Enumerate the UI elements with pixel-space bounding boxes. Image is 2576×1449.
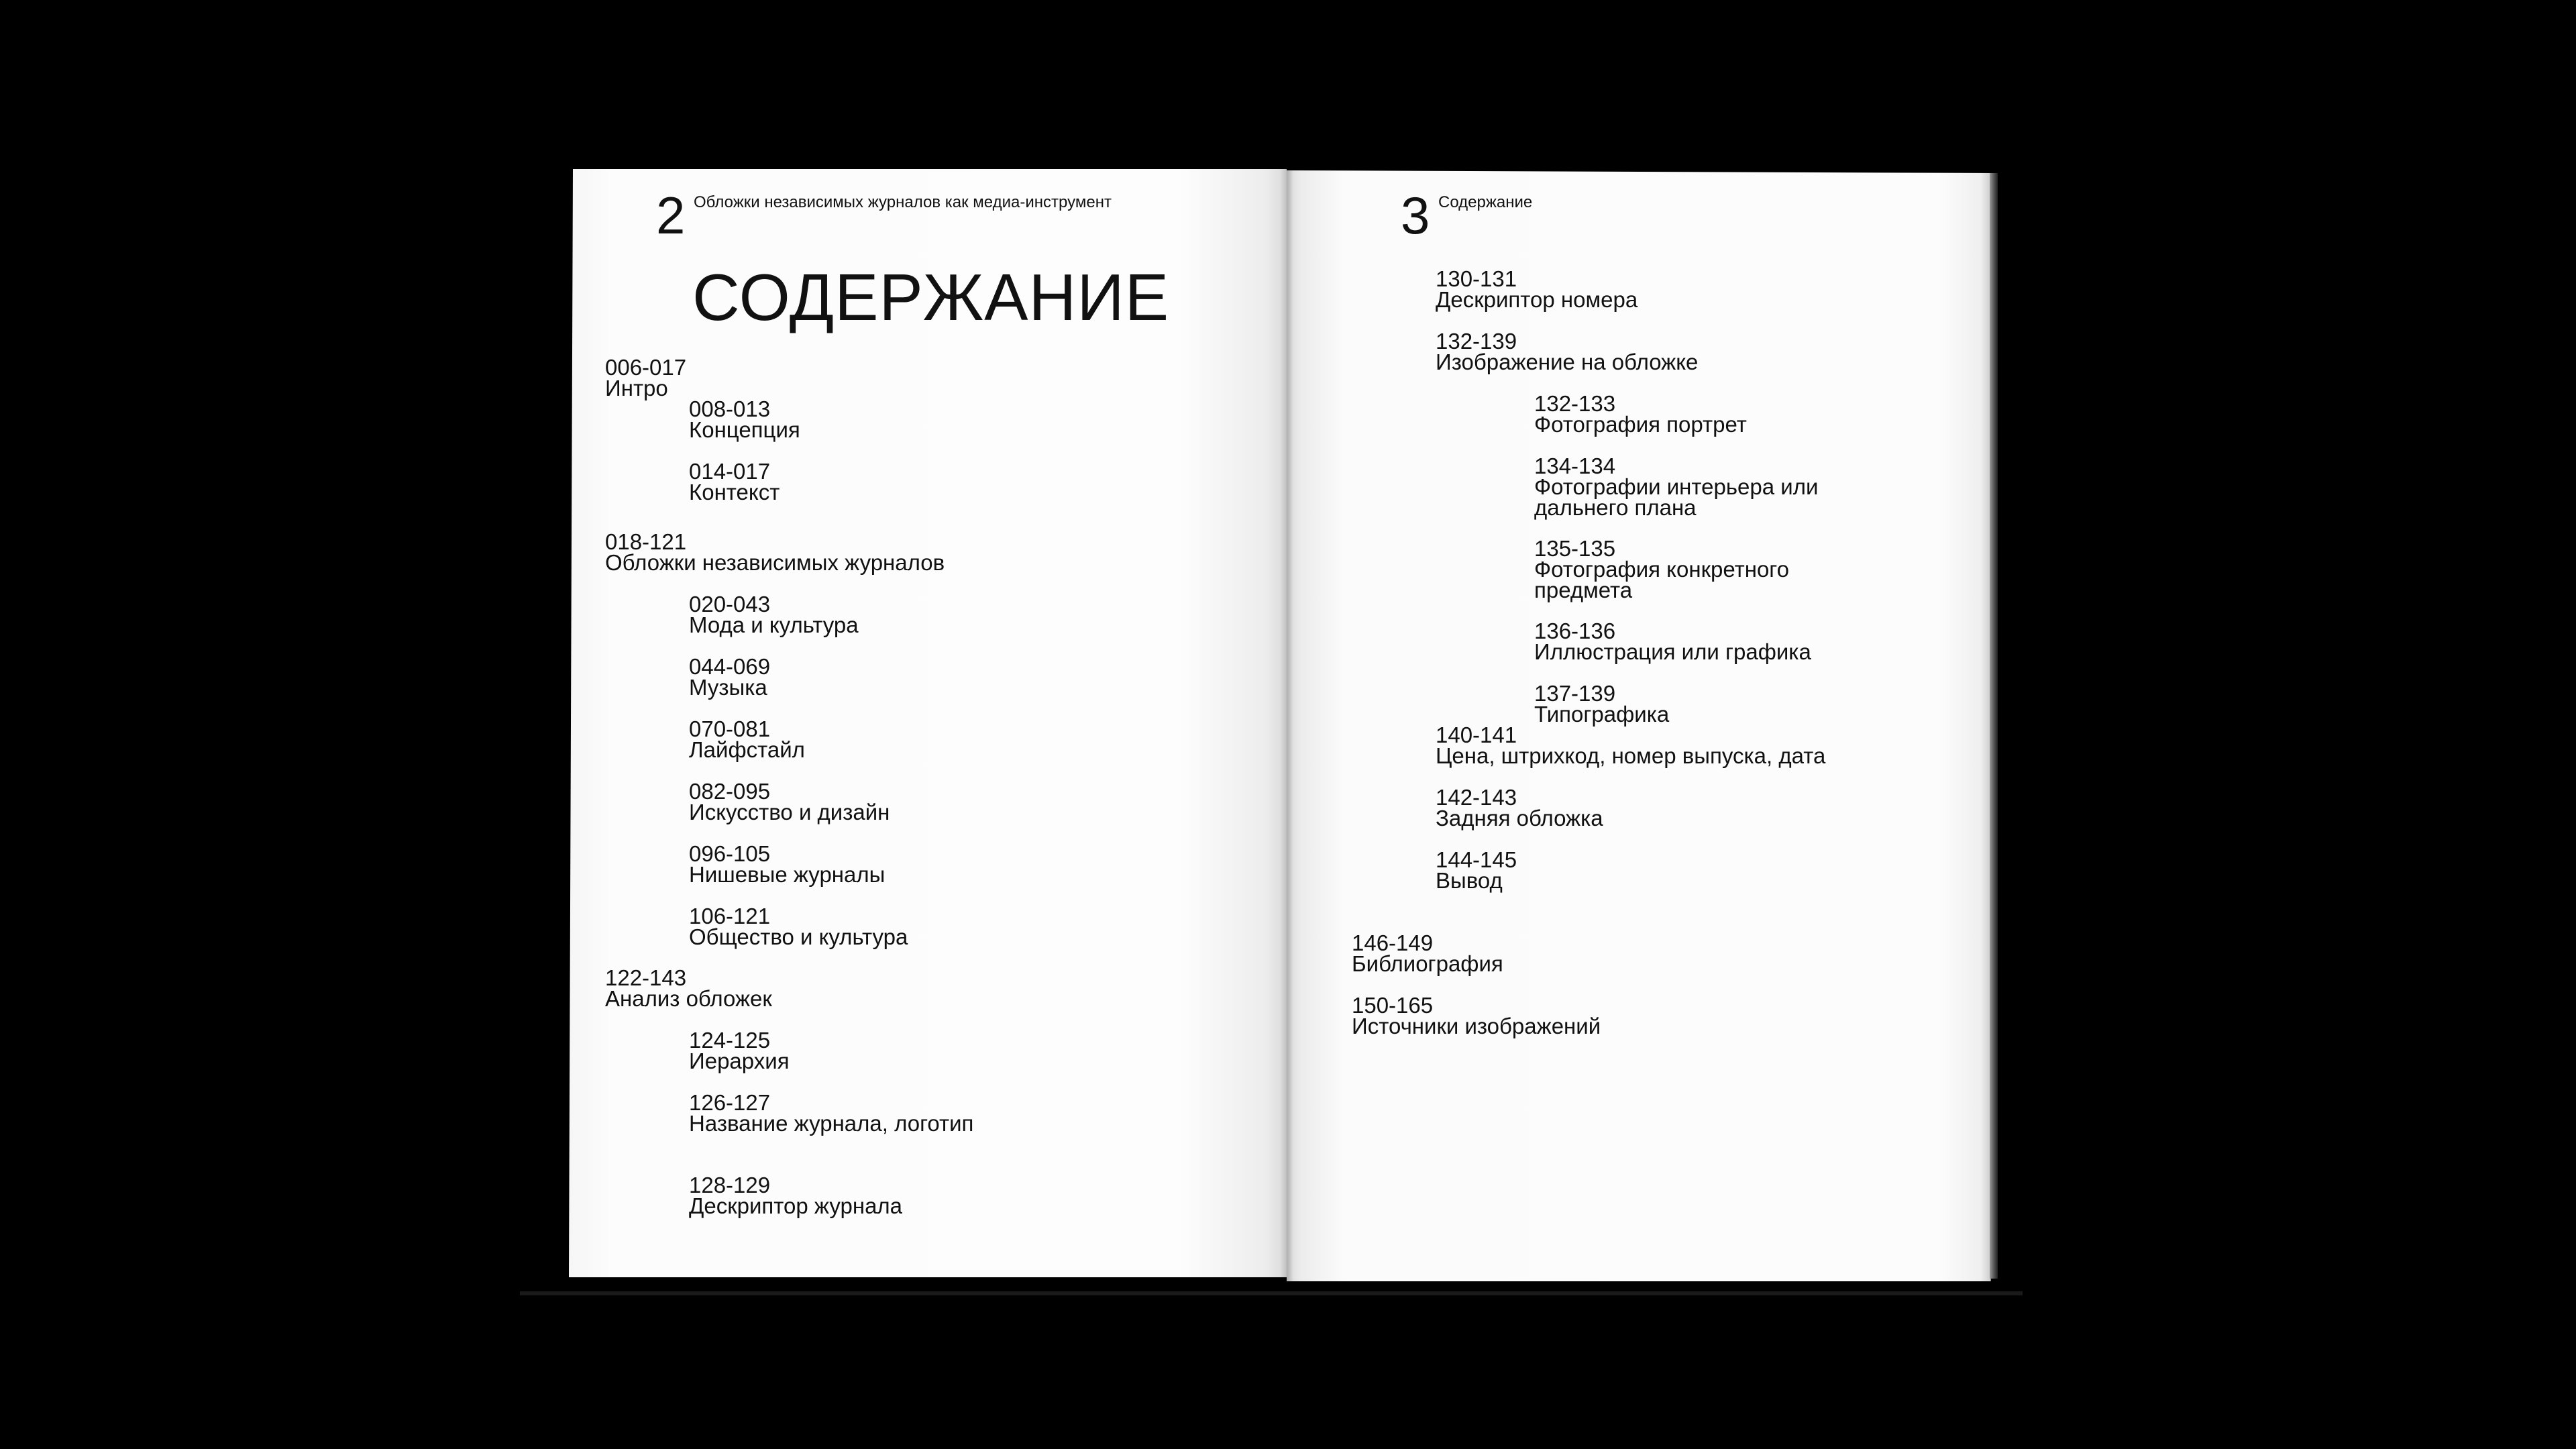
toc-subentry	[689, 843, 885, 885]
right-page-number: 3	[1401, 186, 1430, 245]
toc-subentry	[1436, 724, 1825, 766]
toc-entry-title: Иерархия	[689, 1049, 790, 1073]
toc-subentry	[689, 906, 908, 947]
right-running-head: Содержание	[1438, 193, 1533, 211]
toc-entry-pages: 134-134	[1534, 453, 1616, 478]
toc-entry-title: Источники изображений	[1352, 1014, 1601, 1038]
toc-entry-title: Дескриптор номера	[1436, 287, 1638, 312]
toc-subentry	[1436, 849, 1517, 891]
toc-entry-pages: 124-125	[689, 1028, 771, 1053]
toc-entry	[605, 967, 772, 1009]
left-running-head: Обложки независимых журналов как медиа-инструмент	[694, 193, 1112, 211]
toc-entry	[1352, 995, 1601, 1036]
toc-subsubentry	[1534, 538, 1789, 600]
toc-entry-pages: 020-043	[689, 592, 771, 616]
toc-entry-pages: 150-165	[1352, 993, 1434, 1018]
toc-subsubentry	[1534, 681, 1670, 727]
toc-entry-pages: 126-127	[689, 1090, 771, 1115]
toc-entry-title: Фотография портрет	[1534, 412, 1747, 437]
toc-subentry	[689, 461, 780, 502]
toc-entry-pages: 135-135	[1534, 536, 1616, 561]
toc-entry-pages: 070-081	[689, 716, 771, 741]
toc-subentry	[689, 781, 890, 822]
toc-entry-pages: 140-141	[1436, 722, 1517, 747]
toc-entry-title: Фотографии интерьера или	[1534, 474, 1819, 499]
toc-entry-pages: 132-139	[1436, 329, 1517, 354]
toc-entry-title: Общество и культура	[689, 924, 908, 949]
toc-entry-pages: 136-136	[1534, 619, 1616, 643]
toc-subentry	[689, 718, 805, 760]
toc-entry-title: Контекст	[689, 480, 780, 504]
toc-subentry	[689, 1175, 902, 1216]
toc-entry-pages: 144-145	[1436, 847, 1517, 872]
toc-entry-title: Анализ обложек	[605, 986, 772, 1011]
toc-entry-title: Мода и культура	[689, 612, 859, 637]
toc-entry	[1352, 932, 1503, 974]
toc-subentry	[689, 1092, 973, 1134]
toc-entry-pages: 106-121	[689, 904, 771, 928]
toc-subentry	[689, 1030, 790, 1071]
left-page-number: 2	[656, 186, 686, 245]
toc-subentry	[1436, 787, 1603, 828]
toc-entry-pages: 018-121	[605, 529, 687, 554]
toc-entry-title-line2: дальнего плана	[1534, 495, 1697, 520]
toc-entry-pages: 122-143	[605, 965, 687, 990]
toc-subentry	[1436, 268, 1638, 310]
toc-entry	[605, 531, 945, 573]
toc-subentry	[689, 656, 770, 698]
toc-entry-title: Задняя обложка	[1436, 806, 1603, 830]
toc-entry-title: Изображение на обложке	[1436, 350, 1699, 374]
toc-entry-pages: 142-143	[1436, 785, 1517, 810]
spread-shadow	[520, 1291, 2023, 1295]
toc-entry-title: Библиография	[1352, 951, 1503, 976]
toc-entry-pages: 146-149	[1352, 930, 1434, 955]
toc-entry-title: Музыка	[689, 675, 767, 700]
toc-entry-title: Нишевые журналы	[689, 862, 885, 887]
toc-entry-title: Вывод	[1436, 868, 1503, 893]
toc-entry-pages: 082-095	[689, 779, 771, 804]
toc-entry-pages: 096-105	[689, 841, 771, 866]
toc-subentry	[689, 594, 859, 635]
toc-entry-pages: 044-069	[689, 654, 771, 679]
toc-subsubentry	[1534, 393, 1747, 435]
toc-entry-pages: 014-017	[689, 459, 771, 484]
toc-entry-title: Лайфстайл	[689, 737, 805, 762]
toc-entry-title-line2: предмета	[1534, 578, 1633, 602]
book-gutter	[1280, 169, 1293, 1281]
toc-subsubentry	[1534, 455, 1818, 518]
toc-entry-title: Название журнала, логотип	[689, 1111, 974, 1136]
toc-entry-title: Искусство и дизайн	[689, 800, 890, 824]
toc-entry-title: Интро	[605, 376, 668, 400]
page-title: СОДЕРЖАНИЕ	[692, 260, 1170, 334]
toc-entry-title: Типографика	[1534, 702, 1670, 727]
toc-entry-title: Обложки независимых журналов	[605, 550, 945, 575]
toc-subentry	[1436, 331, 1698, 372]
toc-entry	[605, 357, 686, 398]
toc-entry-pages: 130-131	[1436, 266, 1517, 291]
toc-entry-pages: 128-129	[689, 1173, 771, 1197]
toc-subsubentry	[1534, 621, 1811, 662]
toc-entry-pages: 008-013	[689, 396, 771, 421]
toc-entry-title: Концепция	[689, 417, 800, 442]
toc-entry-pages: 137-139	[1534, 681, 1616, 706]
toc-subentry	[689, 398, 800, 440]
page-edge	[1990, 173, 1998, 1279]
toc-entry-title: Дескриптор журнала	[689, 1193, 903, 1218]
toc-entry-pages: 006-017	[605, 355, 687, 380]
toc-entry-title: Фотография конкретного	[1534, 557, 1789, 582]
toc-entry-title: Цена, штрихкод, номер выпуска, дата	[1436, 743, 1826, 768]
toc-entry-pages: 132-133	[1534, 391, 1616, 416]
toc-entry-title: Иллюстрация или графика	[1534, 639, 1811, 664]
